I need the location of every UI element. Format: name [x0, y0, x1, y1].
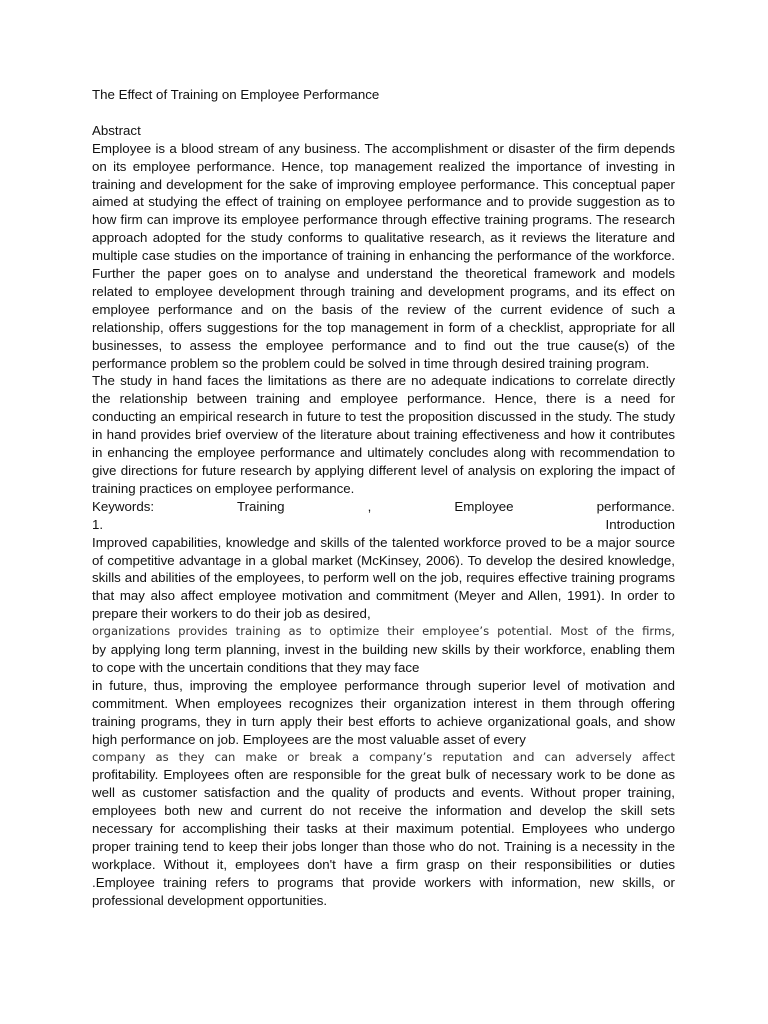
- intro-paragraph-part-f: profitability. Employees often are responsible for the great bulk of necessary work to be done as well as customer satisfaction and the quality of products and events. Without proper training, employees both new and current do not receive the information and develop the skill sets necessary for accomplishing their tasks at their maximum potential. Employees who undergo proper training tend to keep their jobs longer than those who do not. Training is a necessity in the workplace. Without it, employees don't have a firm grasp on their responsibilities or duties .Employee training refers to programs that provide workers with information, new skills, or professional development opportunities.: [92, 767, 675, 908]
- intro-paragraph-part-d: in future, thus, improving the employee performance through superior level of motivation and commitment. When employees recognizes their organization interest in them through offering training programs, they in turn apply their best efforts to achieve organizational goals, and show high performance on job. Employees are the most valuable asset of every: [92, 677, 675, 747]
- intro-line-e: company as they can make or break a company’s reputation and can adversely affect: [92, 749, 675, 764]
- abstract-paragraph-2: The study in hand faces the limitations as there are no adequate indications to correlate directly the relationship between training and employee performance. Hence, there is a need for conducting an empirical research in future to test the proposition discussed in the study. The study in hand provides brief overview of the literature about training effectiveness and how it contributes in enhancing the employee performance and ultimately concludes along with recommendation to give directions for future research by applying different level of analysis on exploring the impact of training practices on employee performance.: [92, 373, 675, 496]
- intro-paragraph-part-c: by applying long term planning, invest in the building new skills by their workforce, enabling them to cope with the uncertain conditions that they may face: [92, 642, 675, 675]
- section-heading-introduction: 1. Introduction: [92, 516, 675, 532]
- abstract-heading: Abstract: [92, 122, 141, 138]
- document-page: [92, 86, 675, 910]
- keywords-line: Keywords: Training , Employee performance.: [92, 498, 675, 514]
- document-title: The Effect of Training on Employee Performance: [92, 87, 380, 102]
- intro-line-b: organizations provides training as to optimize their employee’s potential. Most of the firms,: [92, 624, 675, 639]
- intro-paragraph-part-a: Improved capabilities, knowledge and skills of the talented workforce proved to be a major source of competitive advantage in a global market (McKinsey, 2006). To develop the desired knowledge, skills and abilities of the employees, to perform well on the job, requires effective training programs that may also affect employee motivation and commitment (Meyer and Allen, 1991). In order to prepare their workers to do their job as desired,: [92, 534, 675, 622]
- abstract-paragraph-1: Employee is a blood stream of any business. The accomplishment or disaster of the firm depends on its employee performance. Hence, top management realized the importance of investing in training and development for the sake of improving employee performance. This conceptual paper aimed at studying the effect of training on employee performance and to provide suggestion as to how firm can improve its employee performance through effective training programs. The research approach adopted for the study conforms to qualitative research, as it reviews the literature and multiple case studies on the importance of training in enhancing the performance of the workforce. Further the paper goes on to analyse and understand the theoretical framework and models related to employee development through training and development programs, and its effect on employee performance and on the basis of the review of the current evidence of such a relationship, offers suggestions for the top management in form of a checklist, appropriate for all businesses, to assess the employee performance and to find out the true cause(s) of the performance problem so the problem could be solved in time through desired training program.: [92, 140, 675, 371]
